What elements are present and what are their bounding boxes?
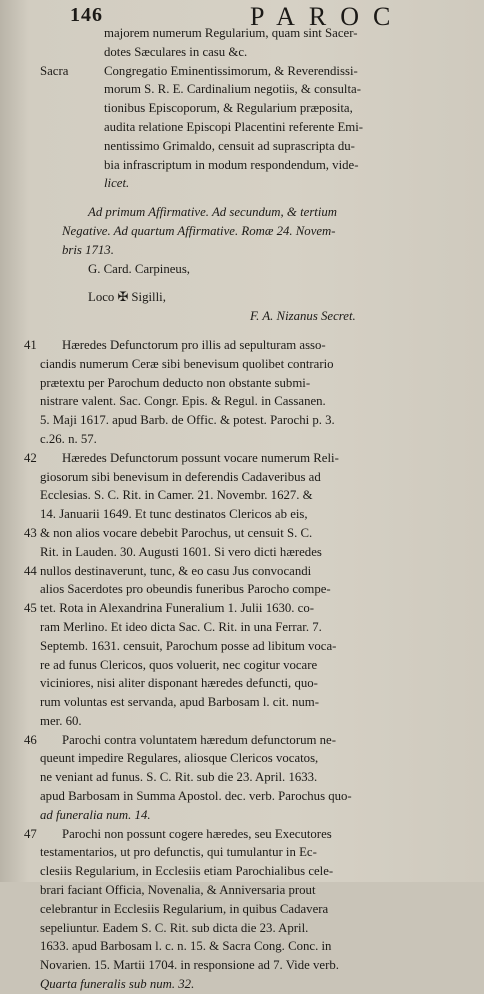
text-line: 5. Maji 1617. apud Barb. de Offic. & potest. Parochi p. 3. — [40, 413, 335, 428]
paragraph-number: 47 — [24, 826, 37, 841]
text-line: testamentarios, ut pro defunctis, qui tumulantur in Ec- — [40, 845, 317, 860]
text-line: celebrantur in Ecclesiis Regularium, in quibus Cadavera — [40, 901, 329, 916]
text-line: dotes Sæculares in casu &c. — [104, 44, 248, 59]
text-line: rum voluntas est servanda, apud Barbosam l. cit. num- — [40, 695, 319, 710]
text-line: ciandis numerum Ceræ sibi benevisum quolibet contrario — [40, 356, 334, 371]
text-line: majorem numerum Regularium, quam sint Sacer- — [104, 26, 358, 40]
text-line: Hæredes Defunctorum possunt vocare numerum Reli- — [62, 450, 339, 465]
text-line: prætextu per Parochum deducto non obstante submi- — [40, 375, 311, 390]
text-line: clesiis Regularium, in Ecclesiis etiam Parochialibus cele- — [40, 864, 334, 879]
sacra-block — [40, 62, 472, 194]
sacra-label: Sacra — [40, 63, 69, 78]
text-line: brari faciant Officia, Novenalia, & Anniversaria prout — [40, 883, 316, 898]
text-line: audita relatione Episcopi Placentini referente Emi- — [104, 119, 364, 134]
paragraph-45 — [24, 599, 472, 731]
text-line: alios Sacerdotes pro obeundis funeribus Parocho compe- — [40, 582, 331, 597]
paragraph-47 — [24, 825, 472, 994]
text-line: c.26. n. 57. — [40, 431, 97, 446]
running-head: PAROC — [250, 2, 405, 31]
text-line: re ad funus Clericos, quos voluerit, nec cogitur vocare — [40, 657, 318, 672]
paragraph-number: 41 — [24, 337, 37, 352]
text-line: tet. Rota in Alexandrina Funeralium 1. Julii 1630. co- — [40, 601, 315, 616]
paragraph-number: 46 — [24, 732, 37, 747]
text-line: giosorum sibi benevisum in deferendis Cadaveribus ad — [40, 469, 321, 484]
text-line: & non alios vocare debebit Parochus, ut censuit S. C. — [40, 525, 313, 540]
text-line: queunt impedire Regulares, aliosque Clericos vocatos, — [40, 751, 319, 766]
text-line: Parochi contra voluntatem hæredum defunctorum ne- — [62, 732, 336, 747]
text-line: Ad primum Affirmative. Ad secundum, & tertium — [88, 205, 338, 220]
text-line: Hæredes Defunctorum pro illis ad sepulturam asso- — [62, 337, 326, 352]
text-line: ram Merlino. Et ideo dicta Sac. C. Rit. in una Ferrar. 7. — [40, 619, 322, 634]
paragraph-number: 45 — [24, 601, 37, 616]
paragraph-number: 43 — [24, 525, 37, 540]
text-line: nullos destinaverunt, tunc, & eo casu Jus convocandi — [40, 563, 312, 578]
text-line: nentissimo Grimaldo, censuit ad suprascripta du- — [104, 138, 355, 153]
text-line: ad funeralia num. 14. — [40, 807, 151, 822]
paragraph-number: 42 — [24, 450, 37, 465]
cardinal-signature: G. Card. Carpineus, — [88, 261, 191, 276]
text-line: Ecclesias. S. C. Rit. in Camer. 21. Novembr. 1627. & — [40, 488, 313, 503]
paragraph-44 — [24, 562, 472, 600]
paragraph-41 — [24, 336, 472, 449]
text-line: Parochi non possunt cogere hæredes, seu Executores — [62, 826, 332, 841]
paragraph-42 — [24, 449, 472, 524]
text-line: Quarta funeralis sub num. 32. — [40, 977, 195, 992]
body-text — [24, 24, 472, 994]
responses-block — [40, 203, 472, 326]
text-line: Congregatio Eminentissimorum, & Reverendissi- — [104, 63, 358, 78]
text-line: mer. 60. — [40, 713, 82, 728]
text-line: Rit. in Lauden. 30. Augusti 1601. Si vero dicti hæredes — [40, 544, 322, 559]
text-line: tionibus Episcoporum, & Regularium præposita, — [104, 101, 353, 116]
text-line: bia infrascriptum in modum respondendum, vide- — [104, 157, 359, 172]
text-line: 1633. apud Barbosam l. c. n. 15. & Sacra Cong. Conc. in — [40, 939, 332, 954]
text-line: viciniores, nisi aliter disponant hæredes defuncti, quo- — [40, 676, 318, 691]
text-line: bris 1713. — [62, 242, 114, 257]
top-block — [40, 24, 472, 62]
text-line: Novarien. 15. Martii 1704. in responsione ad 7. Vide verb. — [40, 958, 339, 973]
text-line: apud Barbosam in Summa Apostol. dec. verb. Parochus quo- — [40, 789, 352, 804]
text-line: Negative. Ad quartum Affirmative. Romæ 24. Novem- — [62, 223, 336, 238]
text-line: licet. — [104, 176, 130, 191]
page-number: 146 — [70, 4, 103, 26]
secretary-signature: F. A. Nizanus Secret. — [250, 309, 356, 324]
paragraph-number: 44 — [24, 563, 37, 578]
text-line: ne veniant ad funus. S. C. Rit. sub die 23. April. 1633. — [40, 770, 318, 785]
seal-label: Loco ✠ Sigilli, — [88, 290, 166, 305]
text-line: nistrare valent. Sac. Congr. Epis. & Regul. in Cassanen. — [40, 394, 326, 409]
paragraph-46 — [24, 731, 472, 825]
text-line: morum S. R. E. Cardinalium negotiis, & consulta- — [104, 82, 361, 97]
text-line: Septemb. 1631. censuit, Parochum posse ad libitum voca- — [40, 638, 337, 653]
paragraph-43 — [24, 524, 472, 562]
text-line: 14. Januarii 1649. Et tunc destinatos Clericos ab eis, — [40, 507, 308, 522]
text-line: sepeliuntur. Eadem S. C. Rit. sub dicta die 23. April. — [40, 920, 309, 935]
